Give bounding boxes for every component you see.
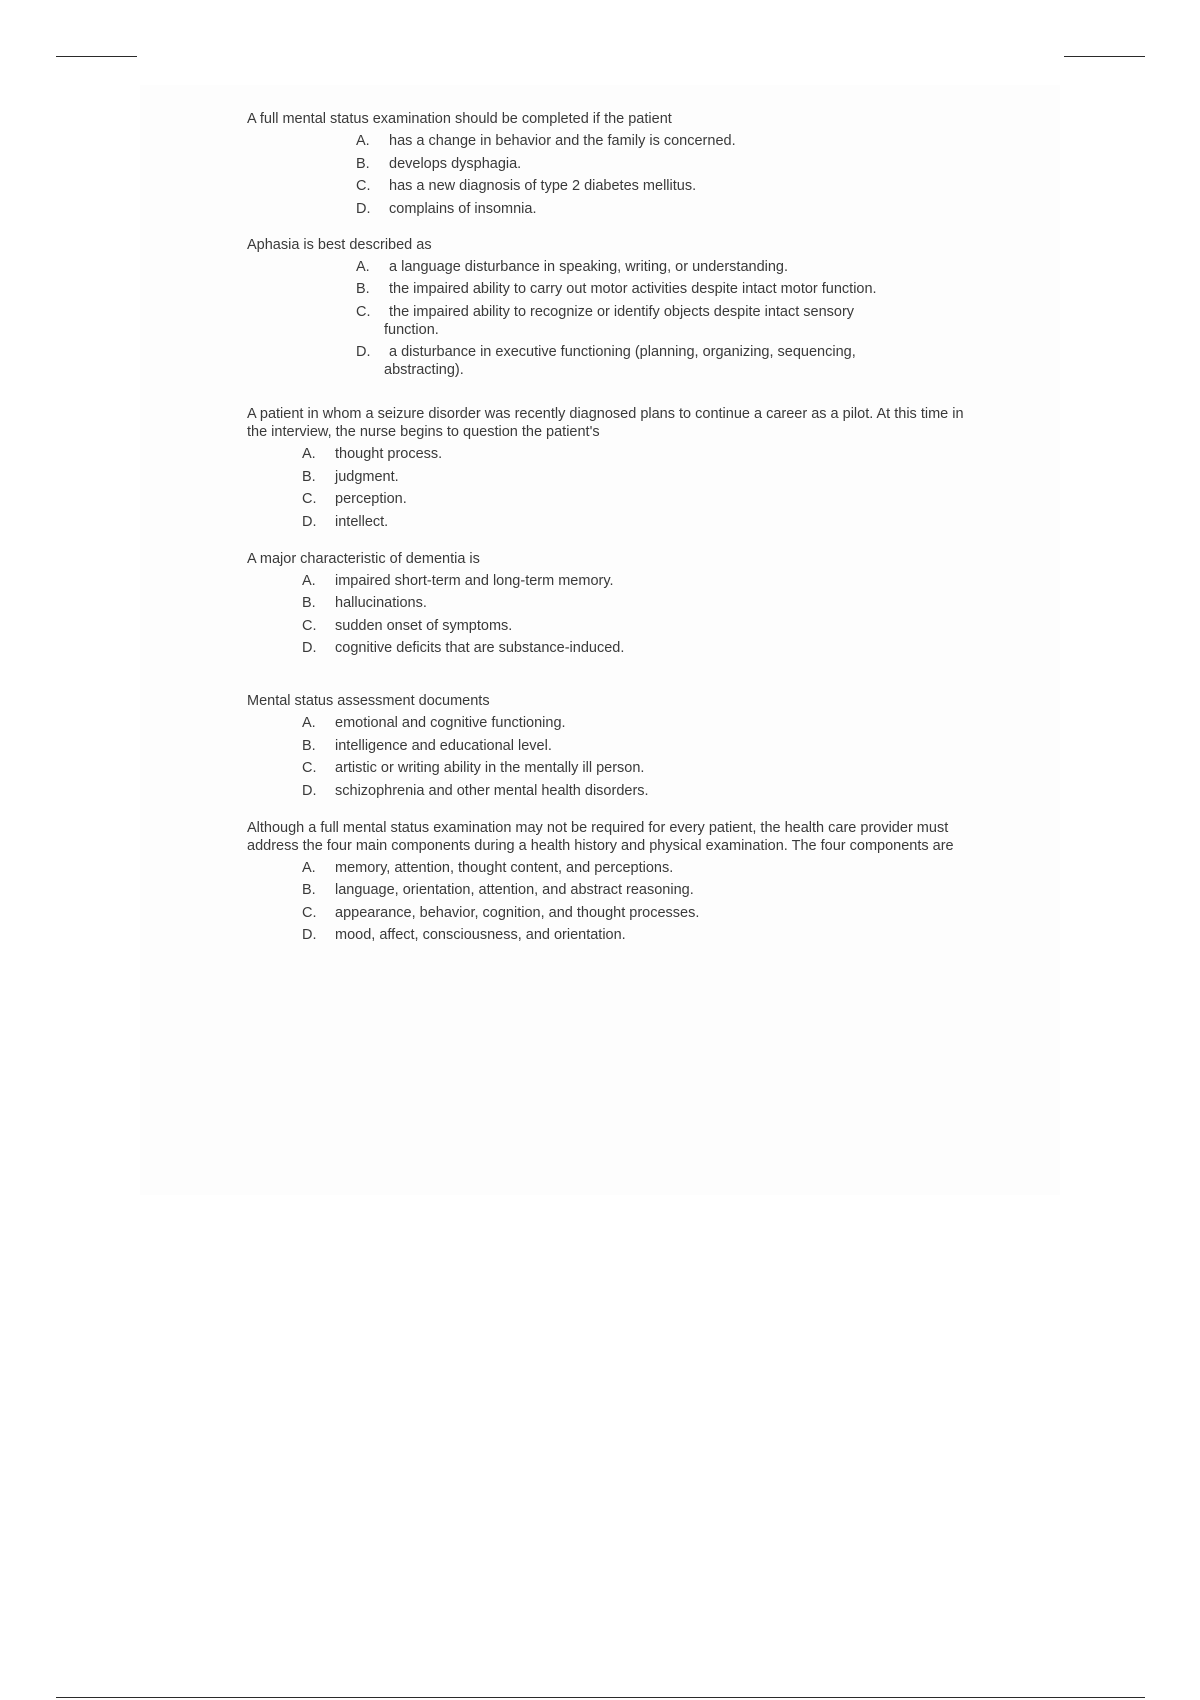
option-text: memory, attention, thought content, and perceptions. <box>335 859 674 876</box>
option-letter: C. <box>356 178 371 194</box>
answer-option <box>302 490 967 508</box>
answer-option <box>356 280 916 298</box>
option-letter: A. <box>302 446 316 462</box>
answer-option <box>302 445 967 463</box>
answer-option <box>302 881 967 899</box>
option-text: emotional and cognitive functioning. <box>335 715 566 731</box>
question-list <box>247 110 967 949</box>
option-text: has a new diagnosis of type 2 diabetes mellitus. <box>389 178 697 194</box>
option-letter: B. <box>302 595 316 611</box>
answer-option <box>356 177 967 195</box>
option-text: artistic or writing ability in the mentally ill person. <box>335 760 645 776</box>
answer-option <box>302 714 967 732</box>
answer-option <box>356 258 916 276</box>
option-letter: D. <box>356 200 371 217</box>
question-text: A full mental status examination should be completed if the patient <box>247 111 672 127</box>
answer-option <box>302 737 967 755</box>
option-text: intellect. <box>335 513 389 530</box>
option-letter: D. <box>302 782 317 799</box>
option-text: schizophrenia and other mental health disorders. <box>335 782 649 799</box>
option-letter: B. <box>302 468 316 485</box>
option-text: sudden onset of symptoms. <box>335 617 513 634</box>
header-rule-right <box>1064 56 1145 57</box>
option-text: hallucinations. <box>335 595 427 611</box>
option-text: the impaired ability to carry out motor activities despite intact motor function. <box>389 281 877 297</box>
option-text: appearance, behavior, cognition, and thought processes. <box>335 904 700 921</box>
option-letter: C. <box>302 760 317 776</box>
question-text: A patient in whom a seizure disorder was recently diagnosed plans to continue a career as a pilot. At this time in the interview, the nurse begins to question the patient's <box>247 406 964 440</box>
option-text: judgment. <box>335 468 399 485</box>
answer-option <box>302 759 967 777</box>
answer-options <box>302 714 967 800</box>
answer-option <box>302 782 967 800</box>
option-letter: D. <box>356 344 371 360</box>
answer-option <box>302 859 967 877</box>
question-4 <box>247 550 967 658</box>
option-text: has a change in behavior and the family is concerned. <box>389 133 736 149</box>
option-text: perception. <box>335 491 407 507</box>
answer-option <box>302 926 967 944</box>
option-text: complains of insomnia. <box>389 200 537 217</box>
option-letter: C. <box>302 491 317 507</box>
option-letter: B. <box>356 155 370 172</box>
answer-option <box>356 343 916 379</box>
answer-option <box>302 904 967 922</box>
option-letter: D. <box>302 640 317 656</box>
option-text: intelligence and educational level. <box>335 737 552 754</box>
option-letter: A. <box>356 258 370 275</box>
option-letter: A. <box>302 715 316 731</box>
option-text: a disturbance in executive functioning (planning, organizing, sequencing, abstracting). <box>384 344 856 378</box>
option-text: a language disturbance in speaking, writing, or understanding. <box>389 258 789 275</box>
option-text: impaired short-term and long-term memory. <box>335 572 614 589</box>
option-text: thought process. <box>335 446 443 462</box>
option-letter: C. <box>302 617 317 634</box>
question-3 <box>247 405 967 531</box>
answer-option <box>302 572 967 590</box>
question-2 <box>247 236 967 380</box>
option-letter: D. <box>302 927 317 943</box>
option-text: cognitive deficits that are substance-induced. <box>335 640 625 656</box>
option-text: language, orientation, attention, and abstract reasoning. <box>335 882 694 898</box>
question-text: Although a full mental status examination may not be required for every patient, the health care provider must address the four main components during a health history and physical examination. The four components are <box>247 819 954 854</box>
option-letter: D. <box>302 513 317 530</box>
question-5 <box>247 692 967 800</box>
answer-options <box>302 859 967 945</box>
option-letter: B. <box>356 281 370 297</box>
option-letter: C. <box>302 904 317 921</box>
option-letter: C. <box>356 303 371 320</box>
header-rule-left <box>56 56 137 57</box>
answer-options <box>302 445 967 531</box>
answer-option <box>302 513 967 531</box>
option-text: develops dysphagia. <box>389 155 522 172</box>
answer-option <box>302 468 967 486</box>
answer-options <box>356 258 916 380</box>
option-text: the impaired ability to recognize or identify objects despite intact sensory function. <box>384 303 855 338</box>
option-letter: A. <box>356 133 370 149</box>
option-letter: A. <box>302 572 316 589</box>
answer-option <box>302 639 967 657</box>
option-text: mood, affect, consciousness, and orientation. <box>335 927 626 943</box>
answer-option <box>302 617 967 635</box>
option-letter: B. <box>302 882 316 898</box>
question-text: Mental status assessment documents <box>247 693 490 709</box>
answer-option <box>356 132 967 150</box>
answer-options <box>302 572 967 658</box>
option-letter: A. <box>302 859 316 876</box>
question-1 <box>247 110 967 218</box>
answer-option <box>356 200 967 218</box>
question-6 <box>247 819 967 945</box>
question-text: A major characteristic of dementia is <box>247 550 480 567</box>
answer-options <box>356 132 967 218</box>
option-letter: B. <box>302 737 316 754</box>
question-text: Aphasia is best described as <box>247 236 432 253</box>
answer-option <box>356 155 967 173</box>
answer-option <box>302 594 967 612</box>
answer-option <box>356 303 916 339</box>
footer-rule <box>56 1697 1145 1698</box>
